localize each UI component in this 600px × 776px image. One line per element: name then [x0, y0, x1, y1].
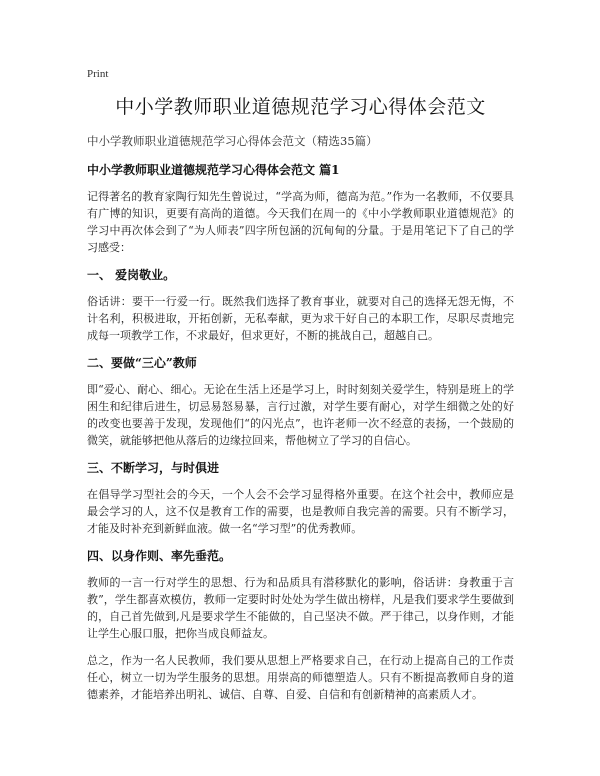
page-title: 中小学教师职业道德规范学习心得体会范文 — [115, 96, 486, 118]
point-heading-3: 三、不断学习，与时俱进 — [87, 461, 220, 475]
point-heading-1: 一、 爱岗敬业。 — [87, 268, 176, 282]
document-subtitle: 中小学教师职业道德规范学习心得体会范文（精选35篇） — [87, 134, 378, 148]
point-paragraph-4: 教师的一言一行对学生的思想、行为和品质具有潜移默化的影响，俗话讲：身教重于言教”，学生都喜欢模仿，教师一定要时时处处为学生做出榜样，凡是我们要求学生要做到的，自己首先做到,凡是要求学生不能做的，自己坚决不做。严于律己，以身作则，才能让学生心服口服，把你当成良师益友。 — [87, 576, 514, 640]
section-title: 中小学教师职业道德规范学习心得体会范文 篇1 — [87, 163, 340, 177]
point-paragraph-2: 即“爱心、耐心、细心。无论在生活上还是学习上，时时刻刻关爱学生，特别是班上的学困生和纪律后进生，切忌易怒易暴，言行过激，对学生要有耐心，对学生细微之处的好的改变也要善于发现，发现他们“的闪光点”，也许老师一次不经意的表扬，一个鼓励的微笑，就能够把他从落后的边缘拉回来，帮他树立了学习的自信心。 — [87, 383, 514, 447]
point-paragraph-3: 在倡导学习型社会的今天，一个人会不会学习显得格外重要。在这个社会中，教师应是最会学习的人，这不仅是教育工作的需要，也是教师自我完善的需要。只有不断学习，才能及时补充到新鲜血液。做一名“学习型”的优秀教师。 — [87, 488, 514, 535]
print-label[interactable]: Print — [87, 68, 109, 80]
point-heading-2: 二、要做“三心”教师 — [87, 356, 197, 370]
point-heading-4: 四、以身作则、率先垂范。 — [87, 549, 232, 563]
intro-paragraph: 记得著名的教育家陶行知先生曾说过，“学高为师，德高为范。”作为一名教师，不仅要具有广博的知识，更要有高尚的道德。今天我们在周一的《中小学教师职业道德规范》的学习中再次体会到了“为人师表”四字所包涵的沉甸甸的分量。于是用笔记下了自己的学习感受： — [87, 190, 514, 254]
point-paragraph-1: 俗话讲：要干一行爱一行。既然我们选择了教育事业，就要对自己的选择无怨无悔，不计名利，积极进取，开拓创新，无私奉献，更为求干好自己的本职工作，尽职尽责地完成每一项教学工作，不求最好，但求更好，不断的挑战自己，超越自己。 — [87, 295, 514, 342]
conclusion-paragraph: 总之，作为一名人民教师，我们要从思想上严格要求自己，在行动上提高自己的工作责任心，树立一切为学生服务的思想。用崇高的师德塑造人。只有不断提高教师自身的道德素养，才能培养出明礼、诚信、自尊、自爱、自信和有创新精神的高素质人才。 — [87, 654, 514, 701]
